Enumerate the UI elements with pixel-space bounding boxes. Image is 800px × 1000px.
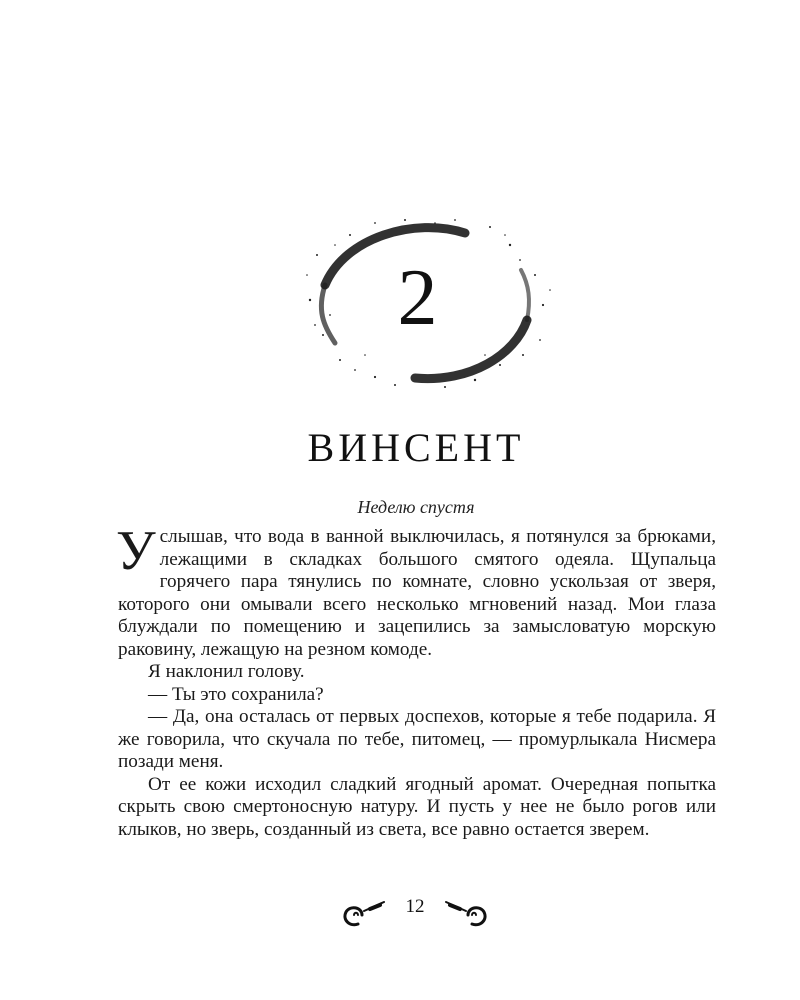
chapter-title: ВИНСЕНТ [307,425,525,470]
chapter-body [116,520,716,841]
swirl-ornament-icon [442,897,490,931]
paragraph: — Да, она осталась от первых доспехов, которые я тебе подарила. Я же говорила, что скучала по тебе, питомец, — промурлыкала Нисмера позади меня. [118,706,716,772]
paragraph: Я наклонил голову. [148,661,305,682]
page-footer [330,893,500,933]
paragraph: — Ты это сохранила? [148,683,324,705]
page-number: 12 [405,896,425,917]
paragraph: От ее кожи исходил сладкий ягодный аромат. Очередная попытка скрыть свою смертоносную натуру. И пусть у нее не было рогов или клыков, но зверь, созданный из света, все равно остается зверем. [118,773,716,840]
paragraph [116,520,716,661]
paragraph-text: слышав, что вода в ванной выключилась, я потянулся за брюками, лежащими в складках большого смятого одеяла. Щупальца горячего пара тянулись по комнате, словно ускользая от зверя, которого они омывали всего несколько мгновений назад. Мои глаза блуждали по помещению и зацепились за замысловатую морскую раковину, лежащую на резном комоде. [118,526,716,660]
chapter-subtitle: Неделю спустя [357,497,475,517]
drop-cap: У [116,520,156,582]
chapter-number: 2 [397,254,438,342]
